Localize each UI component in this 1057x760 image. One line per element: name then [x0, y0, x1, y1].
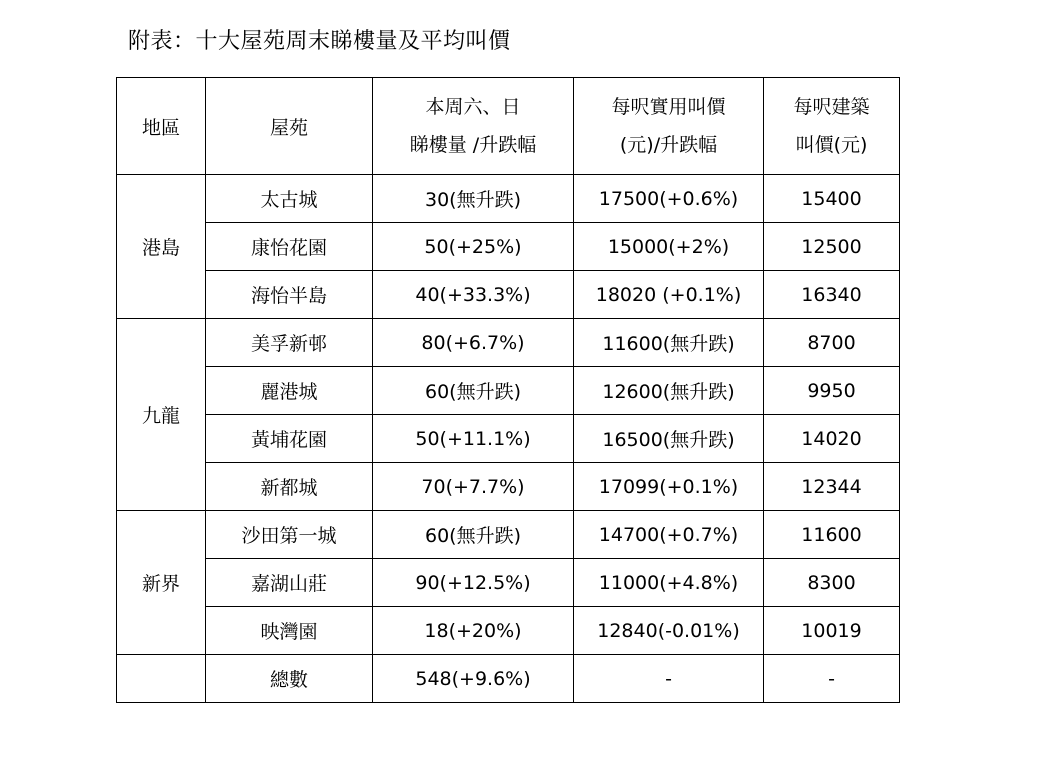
estate-name: 美孚新邨 — [206, 319, 373, 367]
viewings-cell: 60(無升跌) — [373, 367, 574, 415]
region-cell-hk-island: 港島 — [117, 175, 206, 319]
header-region: 地區 — [117, 78, 206, 175]
table-row — [117, 223, 900, 271]
estate-name: 海怡半島 — [206, 271, 373, 319]
viewings-cell: 60(無升跌) — [373, 511, 574, 559]
viewings-cell: 70(+7.7%) — [373, 463, 574, 511]
table-row — [117, 367, 900, 415]
table-row — [117, 271, 900, 319]
gross-price-cell: 8300 — [764, 559, 900, 607]
saleable-price-cell: 11600(無升跌) — [574, 319, 764, 367]
estate-name: 新都城 — [206, 463, 373, 511]
header-gross-line1: 每呎建築 — [793, 96, 870, 118]
estate-name: 嘉湖山莊 — [206, 559, 373, 607]
table-row — [117, 415, 900, 463]
table-row — [117, 607, 900, 655]
gross-price-cell: 9950 — [764, 367, 900, 415]
table-row — [117, 175, 900, 223]
header-saleable-line2: (元)/升跌幅 — [619, 134, 718, 156]
header-viewings-line2: 睇樓量 /升跌幅 — [409, 134, 537, 156]
gross-price-cell: 12500 — [764, 223, 900, 271]
region-cell-new-territories: 新界 — [117, 511, 206, 655]
total-saleable-price: - — [574, 655, 764, 703]
table-row — [117, 559, 900, 607]
viewings-cell: 50(+11.1%) — [373, 415, 574, 463]
saleable-price-cell: 18020 (+0.1%) — [574, 271, 764, 319]
table-row — [117, 463, 900, 511]
header-saleable-price — [574, 78, 764, 175]
estate-name: 麗港城 — [206, 367, 373, 415]
header-viewings-line1: 本周六、日 — [425, 96, 521, 118]
gross-price-cell: 15400 — [764, 175, 900, 223]
header-viewings — [373, 78, 574, 175]
viewings-cell: 40(+33.3%) — [373, 271, 574, 319]
saleable-price-cell: 12600(無升跌) — [574, 367, 764, 415]
gross-price-cell: 10019 — [764, 607, 900, 655]
header-saleable-line1: 每呎實用叫價 — [611, 96, 726, 118]
total-row — [117, 655, 900, 703]
gross-price-cell: 16340 — [764, 271, 900, 319]
saleable-price-cell: 11000(+4.8%) — [574, 559, 764, 607]
estate-name: 黃埔花園 — [206, 415, 373, 463]
table-row — [117, 511, 900, 559]
estate-name: 太古城 — [206, 175, 373, 223]
gross-price-cell: 11600 — [764, 511, 900, 559]
table-row — [117, 319, 900, 367]
total-gross-price: - — [764, 655, 900, 703]
estate-name: 映灣園 — [206, 607, 373, 655]
header-gross-price — [764, 78, 900, 175]
saleable-price-cell: 17500(+0.6%) — [574, 175, 764, 223]
document-title: 附表：十大屋苑周末睇樓量及平均叫價 — [128, 29, 511, 54]
viewings-cell: 50(+25%) — [373, 223, 574, 271]
saleable-price-cell: 12840(-0.01%) — [574, 607, 764, 655]
gross-price-cell: 8700 — [764, 319, 900, 367]
saleable-price-cell: 16500(無升跌) — [574, 415, 764, 463]
viewings-cell: 18(+20%) — [373, 607, 574, 655]
total-label: 總數 — [206, 655, 373, 703]
viewings-cell: 30(無升跌) — [373, 175, 574, 223]
gross-price-cell: 12344 — [764, 463, 900, 511]
viewings-cell: 80(+6.7%) — [373, 319, 574, 367]
total-region-cell — [117, 655, 206, 703]
estate-name: 康怡花園 — [206, 223, 373, 271]
header-gross-line2: 叫價(元) — [795, 134, 868, 156]
saleable-price-cell: 14700(+0.7%) — [574, 511, 764, 559]
gross-price-cell: 14020 — [764, 415, 900, 463]
total-viewings: 548(+9.6%) — [373, 655, 574, 703]
table-header-row — [117, 78, 900, 175]
estate-viewing-table — [116, 77, 900, 703]
header-estate: 屋苑 — [206, 78, 373, 175]
viewings-cell: 90(+12.5%) — [373, 559, 574, 607]
estate-name: 沙田第一城 — [206, 511, 373, 559]
saleable-price-cell: 15000(+2%) — [574, 223, 764, 271]
saleable-price-cell: 17099(+0.1%) — [574, 463, 764, 511]
region-cell-kowloon: 九龍 — [117, 319, 206, 511]
